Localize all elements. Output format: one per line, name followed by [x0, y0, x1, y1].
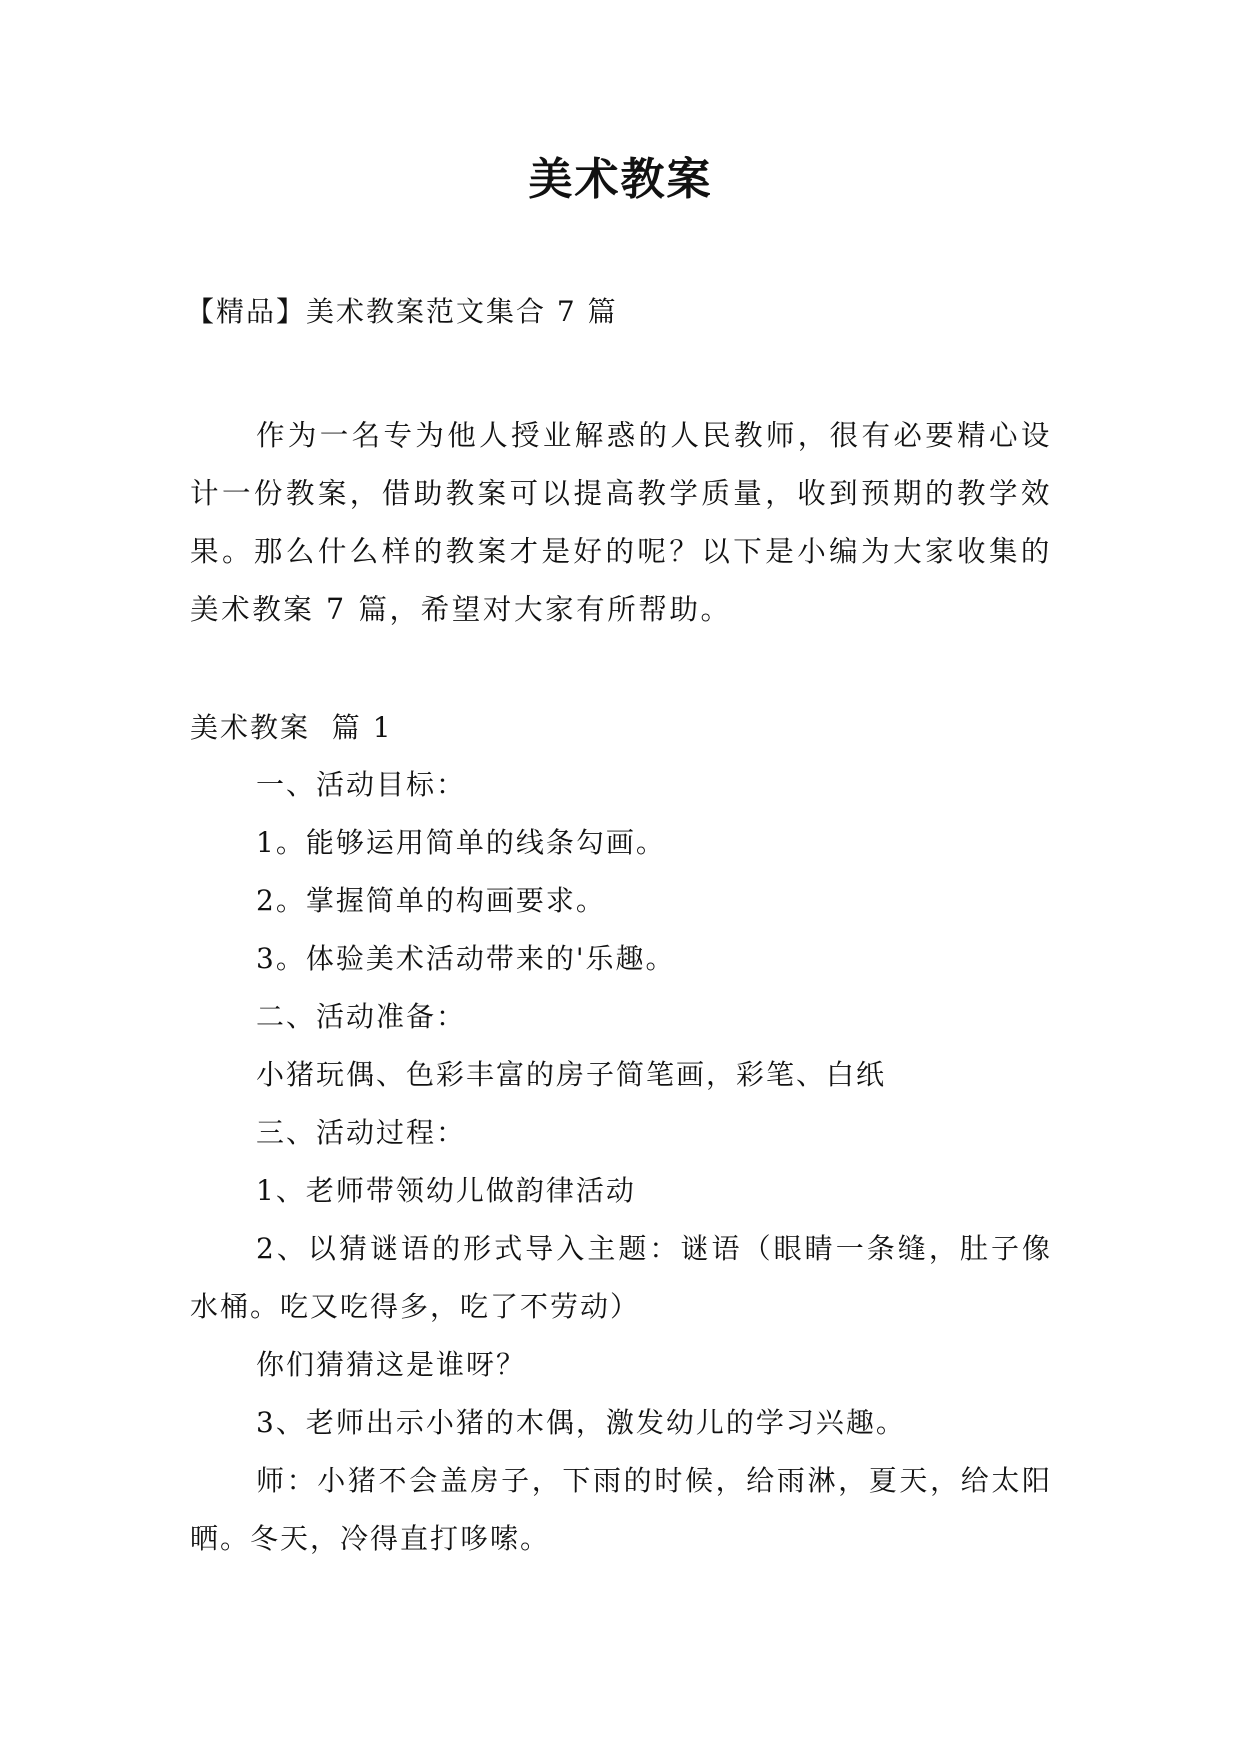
section-body [190, 756, 1052, 1568]
paragraph: 你们猜猜这是谁呀？ [256, 1348, 527, 1381]
document-subtitle: 【精品】美术教案范文集合 7 篇 [186, 295, 618, 328]
section-heading: 美术教案 篇 1 [190, 711, 393, 744]
document-title: 美术教案 [528, 154, 713, 205]
paragraph: 师：小猪不会盖房子，下雨的时候，给雨淋，夏天，给太阳晒。冬天，冷得直打哆嗦。 [190, 1464, 1052, 1555]
paragraph: 1、老师带领幼儿做韵律活动 [256, 1174, 636, 1207]
paragraph: 三、活动过程： [256, 1116, 467, 1149]
paragraph: 2。掌握简单的构画要求。 [256, 884, 606, 917]
paragraph: 小猪玩偶、色彩丰富的房子简笔画，彩笔、白纸 [256, 1058, 887, 1091]
paragraph: 2、以猜谜语的形式导入主题：谜语（眼睛一条缝，肚子像水桶。吃又吃得多，吃了不劳动） [190, 1232, 1052, 1323]
paragraph: 二、活动准备： [256, 1000, 467, 1033]
paragraph: 3、老师出示小猪的木偶，激发幼儿的学习兴趣。 [256, 1406, 906, 1439]
paragraph: 3。体验美术活动带来的'乐趣。 [256, 942, 676, 975]
intro-paragraph: 作为一名专为他人授业解惑的人民教师，很有必要精心设计一份教案，借助教案可以提高教学质量，收到预期的教学效果。那么什么样的教案才是好的呢？以下是小编为大家收集的美术教案 7 篇，希望对大家有所帮助。 [190, 419, 1052, 626]
paragraph: 1。能够运用简单的线条勾画。 [256, 826, 666, 859]
paragraph: 一、活动目标： [256, 768, 467, 801]
